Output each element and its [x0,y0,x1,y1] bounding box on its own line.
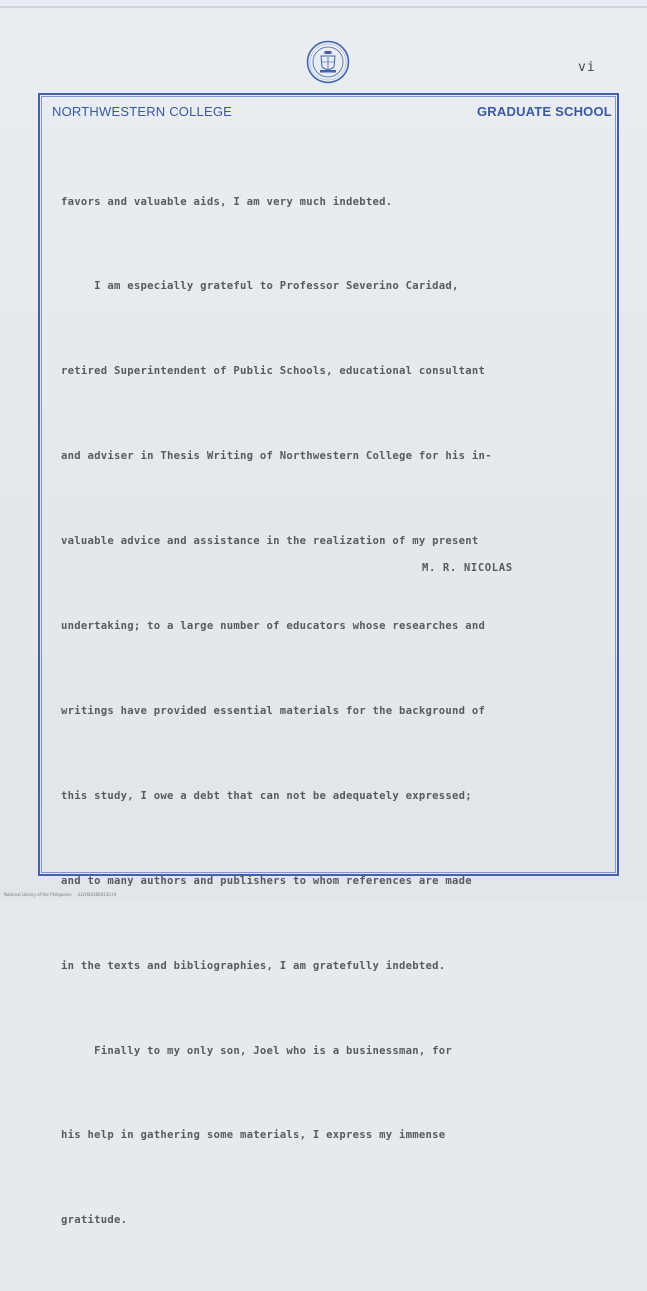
acknowledgment-text [61,131,617,1291]
text-line: and adviser in Thesis Writing of Northwestern College for his in- [61,450,492,463]
text-line: undertaking; to a large number of educators whose researches and [61,620,486,633]
text-line: retired Superintendent of Public Schools, educational consultant [61,365,486,378]
author-signature: M. R. NICOLAS [422,562,513,574]
page-number: vi [578,60,596,75]
text-line: in the texts and bibliographies, I am gratefully indebted. [61,959,446,972]
letterhead-school: GRADUATE SCHOOL [477,104,612,119]
text-line: valuable advice and assistance in the realization of my present [61,535,479,548]
text-line: gratitude. [61,1214,128,1227]
archive-footer: National Library of the Philippines · ELIVIS01864110.tif [4,892,117,897]
text-line: his help in gathering some materials, I express my immense [61,1129,446,1142]
college-seal-icon [306,40,350,84]
text-line: writings have provided essential materials for the background of [61,704,486,717]
text-line: and to many authors and publishers to whom references are made [61,874,472,887]
text-line: favors and valuable aids, I am very much indebted. [61,195,393,208]
text-line: I am especially grateful to Professor Severino Caridad, [61,280,459,293]
text-line: this study, I owe a debt that can not be adequately expressed; [61,789,472,802]
paper-edge-line [0,6,647,8]
letterhead-college: NORTHWESTERN COLLEGE [52,104,233,119]
text-line: Finally to my only son, Joel who is a businessman, for [61,1044,453,1057]
